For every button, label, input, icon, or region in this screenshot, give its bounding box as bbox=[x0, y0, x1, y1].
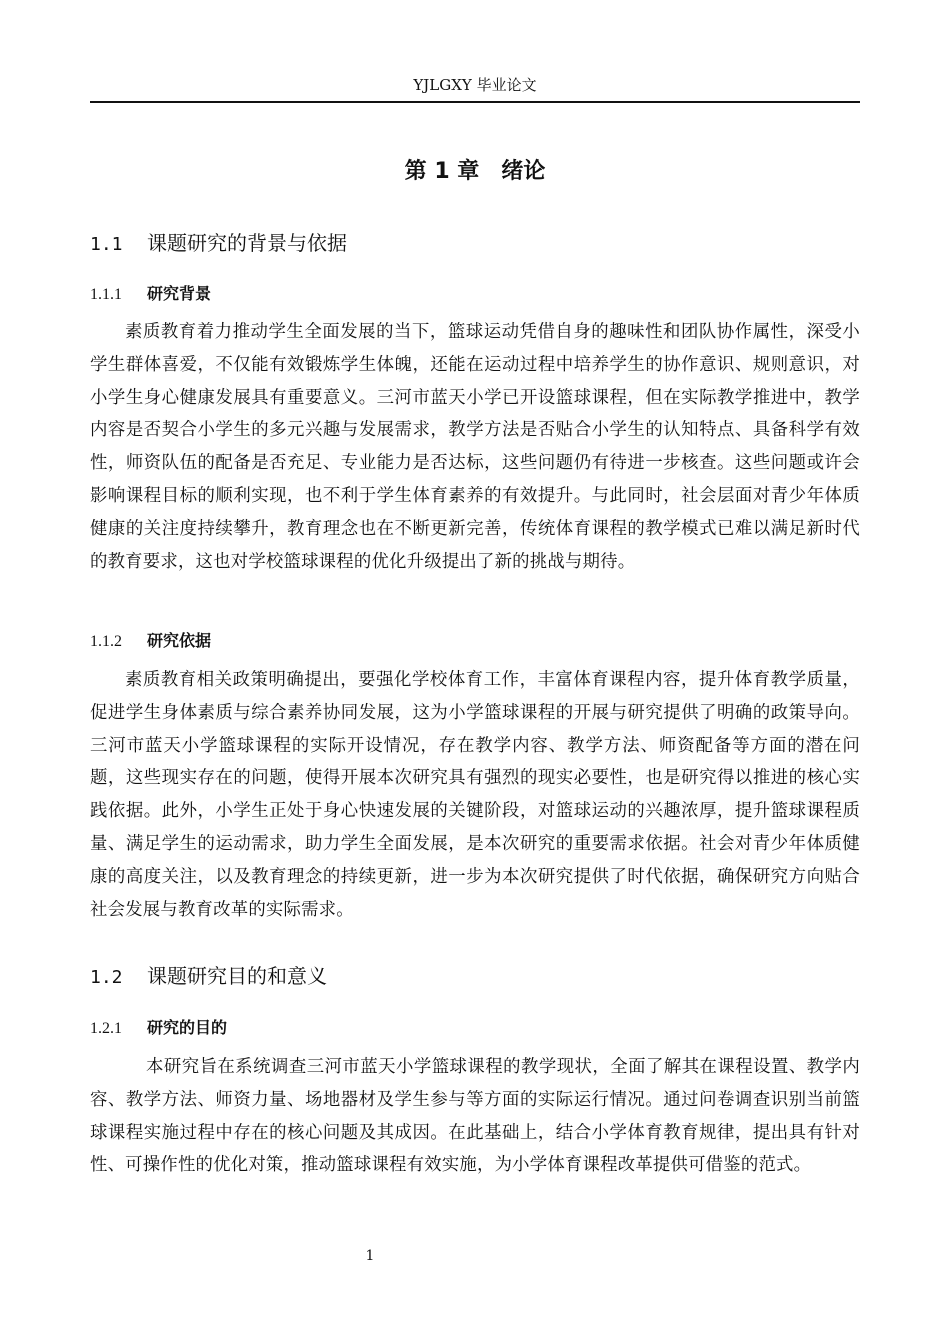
subsection-title: 研究背景 bbox=[147, 284, 212, 303]
chapter-name: 绪论 bbox=[501, 159, 546, 184]
section-title: 课题研究的背景与依据 bbox=[147, 231, 347, 255]
paragraph-research-basis: 素质教育相关政策明确提出，要强化学校体育工作，丰富体育课程内容，提升体育教学质量，促进学生身体素质与综合素养协同发展，这为小学篮球课程的开展与研究提供了明确的政策导向。三河市蓝天小学篮球课程的实际开设情况，存在教学内容、教学方法、师资配备等方面的潜在问题，这些现实存在的问题，使得开展本次研究具有强烈的现实必要性，也是研究得以推进的核心实践依据。此外，小学生正处于身心快速发展的关键阶段，对篮球运动的兴趣浓厚，提升篮球课程质量、满足学生的运动需求，助力学生全面发展，是本次研究的重要需求依据。社会对青少年体质健康的高度关注，以及教育理念的持续更新，进一步为本次研究提供了时代依据，确保研究方向贴合社会发展与教育改革的实际需求。 bbox=[90, 670, 860, 920]
subsection-heading-1-2-1 bbox=[90, 1016, 227, 1041]
subsection-title: 研究的目的 bbox=[147, 1018, 228, 1037]
header-rule bbox=[90, 101, 860, 103]
subsection-number: 1.2.1 bbox=[90, 1020, 122, 1037]
subsection-number: 1.1.2 bbox=[90, 633, 122, 650]
subsection-heading-1-1-1 bbox=[90, 282, 211, 307]
section-number: 1.2 bbox=[90, 967, 123, 988]
paragraph-research-purpose: 本研究旨在系统调查三河市蓝天小学篮球课程的教学现状，全面了解其在课程设置、教学内容、教学方法、师资力量、场地器材及学生参与等方面的实际运行情况。通过问卷调查识别当前篮球课程实施过程中存在的核心问题及其成因。在此基础上，结合小学体育教育规律，提出具有针对性、可操作性的优化对策，推动篮球课程有效实施，为小学体育课程改革提供可借鉴的范式。 bbox=[90, 1057, 860, 1176]
chapter-title bbox=[90, 156, 860, 188]
subsection-heading-1-1-2 bbox=[90, 629, 211, 654]
section-title: 课题研究目的和意义 bbox=[147, 964, 327, 988]
subsection-title: 研究依据 bbox=[147, 631, 212, 650]
page-number: 1 bbox=[365, 1248, 375, 1264]
section-heading-1-2 bbox=[90, 961, 327, 993]
section-heading-1-1 bbox=[90, 228, 347, 260]
subsection-number: 1.1.1 bbox=[90, 286, 122, 303]
running-header: YJLGXY 毕业论文 bbox=[413, 76, 537, 94]
chapter-number: 第 1 章 bbox=[404, 159, 480, 184]
paragraph-research-background: 素质教育着力推动学生全面发展的当下，篮球运动凭借自身的趣味性和团队协作属性，深受小学生群体喜爱，不仅能有效锻炼学生体魄，还能在运动过程中培养学生的协作意识、规则意识，对小学生身心健康发展具有重要意义。三河市蓝天小学已开设篮球课程，但在实际教学推进中，教学内容是否契合小学生的多元兴趣与发展需求，教学方法是否贴合小学生的认知特点、具备科学有效性，师资队伍的配备是否充足、专业能力是否达标，这些问题仍有待进一步核查。这些问题或许会影响课程目标的顺利实现，也不利于学生体育素养的有效提升。与此同时，社会层面对青少年体质健康的关注度持续攀升，教育理念也在不断更新完善，传统体育课程的教学模式已难以满足新时代的教育要求，这也对学校篮球课程的优化升级提出了新的挑战与期待。 bbox=[90, 322, 860, 572]
section-number: 1.1 bbox=[90, 234, 123, 255]
